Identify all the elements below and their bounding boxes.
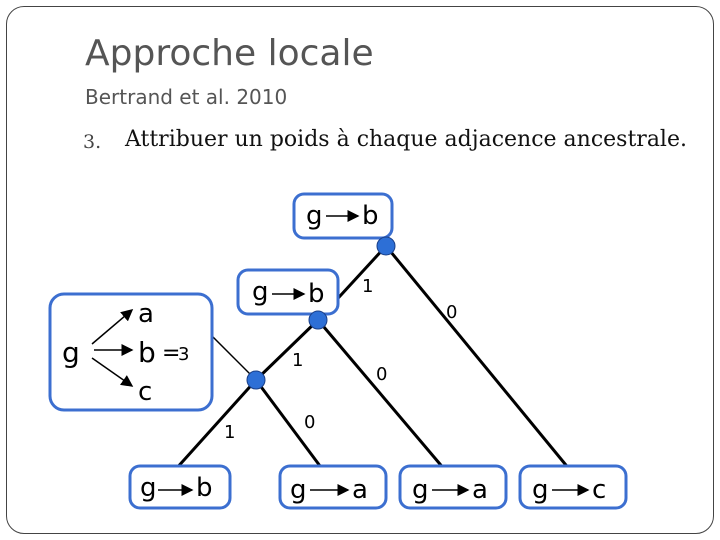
callout-source: g [62,336,80,369]
bullet-text: Attribuer un poids à chaque adjacence ancestrale. [125,127,687,152]
edge-mid-left [256,320,318,380]
root-label-left: g [306,201,323,231]
edge-root-right [386,246,570,470]
low-node [247,371,265,389]
callout-target-a: a [138,299,154,329]
weight-root-right: 0 [446,302,458,323]
slide-subtitle: Bertrand et al. 2010 [85,85,288,109]
leaf-3-left: g [412,475,429,505]
weight-low-right: 0 [304,412,316,433]
weight-low-left: 1 [224,422,236,443]
weight-root-left: 1 [362,276,374,297]
callout-equals: = [162,341,181,366]
callout-target-b: b [138,336,156,369]
weight-mid-right: 0 [376,364,388,385]
internal-label-right: b [308,279,325,309]
root-node [377,237,395,255]
leaf-1-left: g [140,473,157,503]
leaf-2-right: a [352,475,368,505]
callout-count: 3 [178,344,190,365]
slide-title: Approche locale [85,33,374,74]
leaf-3-right: a [472,475,488,505]
internal-label-left: g [252,277,269,307]
bullet-number: 3. [83,131,102,153]
weight-mid-left: 1 [292,350,304,371]
root-label-right: b [362,201,379,231]
leaf-2-left: g [290,475,307,505]
edge-mid-right [318,320,445,470]
internal-node [309,311,327,329]
callout-target-c: c [138,377,153,407]
leaf-4-right: c [592,475,607,505]
leaf-4-left: g [532,475,549,505]
leaf-1-right: b [196,473,213,503]
